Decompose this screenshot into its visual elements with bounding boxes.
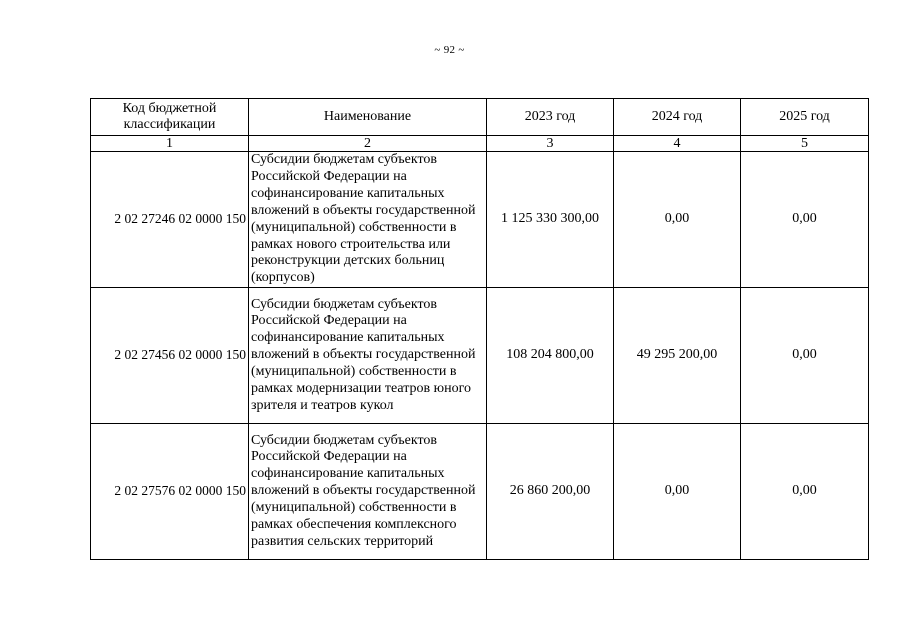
amount-2024-cell: 49 295 200,00: [614, 288, 741, 424]
amount-2025-cell: 0,00: [741, 152, 869, 288]
amount-2023-cell: 1 125 330 300,00: [487, 152, 614, 288]
budget-code-cell: 2 02 27246 02 0000 150: [91, 152, 249, 288]
header-2024: 2024 год: [614, 99, 741, 136]
column-number: 1: [91, 136, 249, 152]
amount-2024-cell: 0,00: [614, 152, 741, 288]
column-number: 4: [614, 136, 741, 152]
header-row: [91, 99, 869, 136]
amount-2025-cell: 0,00: [741, 288, 869, 424]
page-number: ~ 92 ~: [434, 44, 465, 56]
column-number: 3: [487, 136, 614, 152]
header-2023: 2023 год: [487, 99, 614, 136]
table-row: [91, 288, 869, 424]
column-number: 5: [741, 136, 869, 152]
table-row: [91, 424, 869, 560]
budget-table: [90, 98, 869, 560]
name-cell: Субсидии бюджетам субъектов Российской Федерации на софинансирование капитальных вложений в объекты государственной (муниципальной) собственности в рамках нового строительства или реконструкции детских больниц (корпусов): [249, 152, 487, 288]
amount-2023-cell: 108 204 800,00: [487, 288, 614, 424]
budget-code-cell: 2 02 27456 02 0000 150: [91, 288, 249, 424]
name-cell: Субсидии бюджетам субъектов Российской Федерации на софинансирование капитальных вложений в объекты государственной (муниципальной) собственности в рамках модернизации театров юного зрителя и театров кукол: [249, 288, 487, 424]
amount-2024-cell: 0,00: [614, 424, 741, 560]
table-row: [91, 152, 869, 288]
name-cell: Субсидии бюджетам субъектов Российской Федерации на софинансирование капитальных вложений в объекты государственной (муниципальной) собственности в рамках обеспечения комплексного развития сельских территорий: [249, 424, 487, 560]
header-name: Наименование: [249, 99, 487, 136]
amount-2023-cell: 26 860 200,00: [487, 424, 614, 560]
budget-code-cell: 2 02 27576 02 0000 150: [91, 424, 249, 560]
header-2025: 2025 год: [741, 99, 869, 136]
column-number-row: [91, 136, 869, 152]
column-number: 2: [249, 136, 487, 152]
amount-2025-cell: 0,00: [741, 424, 869, 560]
header-code: Код бюджетной классификации: [91, 99, 249, 136]
